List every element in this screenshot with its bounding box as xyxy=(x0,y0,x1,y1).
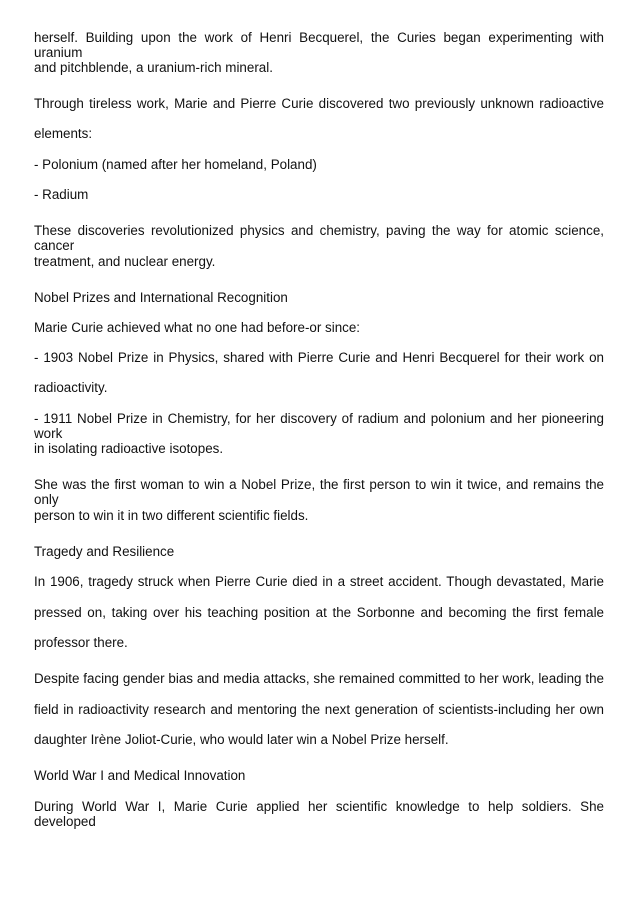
text-line: daughter Irène Joliot-Curie, who would later win a Nobel Prize herself. xyxy=(34,732,449,747)
text-line: in isolating radioactive isotopes. xyxy=(34,441,224,456)
text-line: elements: xyxy=(34,126,93,141)
text-line: professor there. xyxy=(34,635,128,650)
text-line: She was the first woman to win a Nobel Prize, the first person to win it twice, and remains the only xyxy=(34,477,604,507)
text-line: During World War I, Marie Curie applied her scientific knowledge to help soldiers. She developed xyxy=(34,799,604,829)
text-line: These discoveries revolutionized physics and chemistry, paving the way for atomic science, cancer xyxy=(34,223,604,253)
list-item: - Polonium (named after her homeland, Poland) xyxy=(34,157,317,172)
text-line: treatment, and nuclear energy. xyxy=(34,254,216,269)
text-line: radioactivity. xyxy=(34,380,108,395)
section-heading: World War I and Medical Innovation xyxy=(34,768,246,783)
text-line: and pitchblende, a uranium-rich mineral. xyxy=(34,60,273,75)
text-line: Despite facing gender bias and media attacks, she remained committed to her work, leading the xyxy=(34,671,604,686)
text-line: field in radioactivity research and mentoring the next generation of scientists-including her own xyxy=(34,702,604,717)
text-line: pressed on, taking over his teaching position at the Sorbonne and becoming the first female xyxy=(34,605,604,620)
text-line: person to win it in two different scientific fields. xyxy=(34,508,309,523)
list-item: - Radium xyxy=(34,187,89,202)
text-line: Through tireless work, Marie and Pierre Curie discovered two previously unknown radioactive xyxy=(34,96,604,111)
section-heading: Tragedy and Resilience xyxy=(34,544,175,559)
section-heading: Nobel Prizes and International Recognition xyxy=(34,290,288,305)
list-item: - 1903 Nobel Prize in Physics, shared with Pierre Curie and Henri Becquerel for their work on xyxy=(34,350,604,365)
text-line: herself. Building upon the work of Henri Becquerel, the Curies began experimenting with uranium xyxy=(34,30,604,60)
text-line: In 1906, tragedy struck when Pierre Curie died in a street accident. Though devastated, Marie xyxy=(34,574,604,589)
list-item: - 1911 Nobel Prize in Chemistry, for her discovery of radium and polonium and her pioneering work xyxy=(34,411,604,441)
text-line: Marie Curie achieved what no one had before-or since: xyxy=(34,320,361,335)
